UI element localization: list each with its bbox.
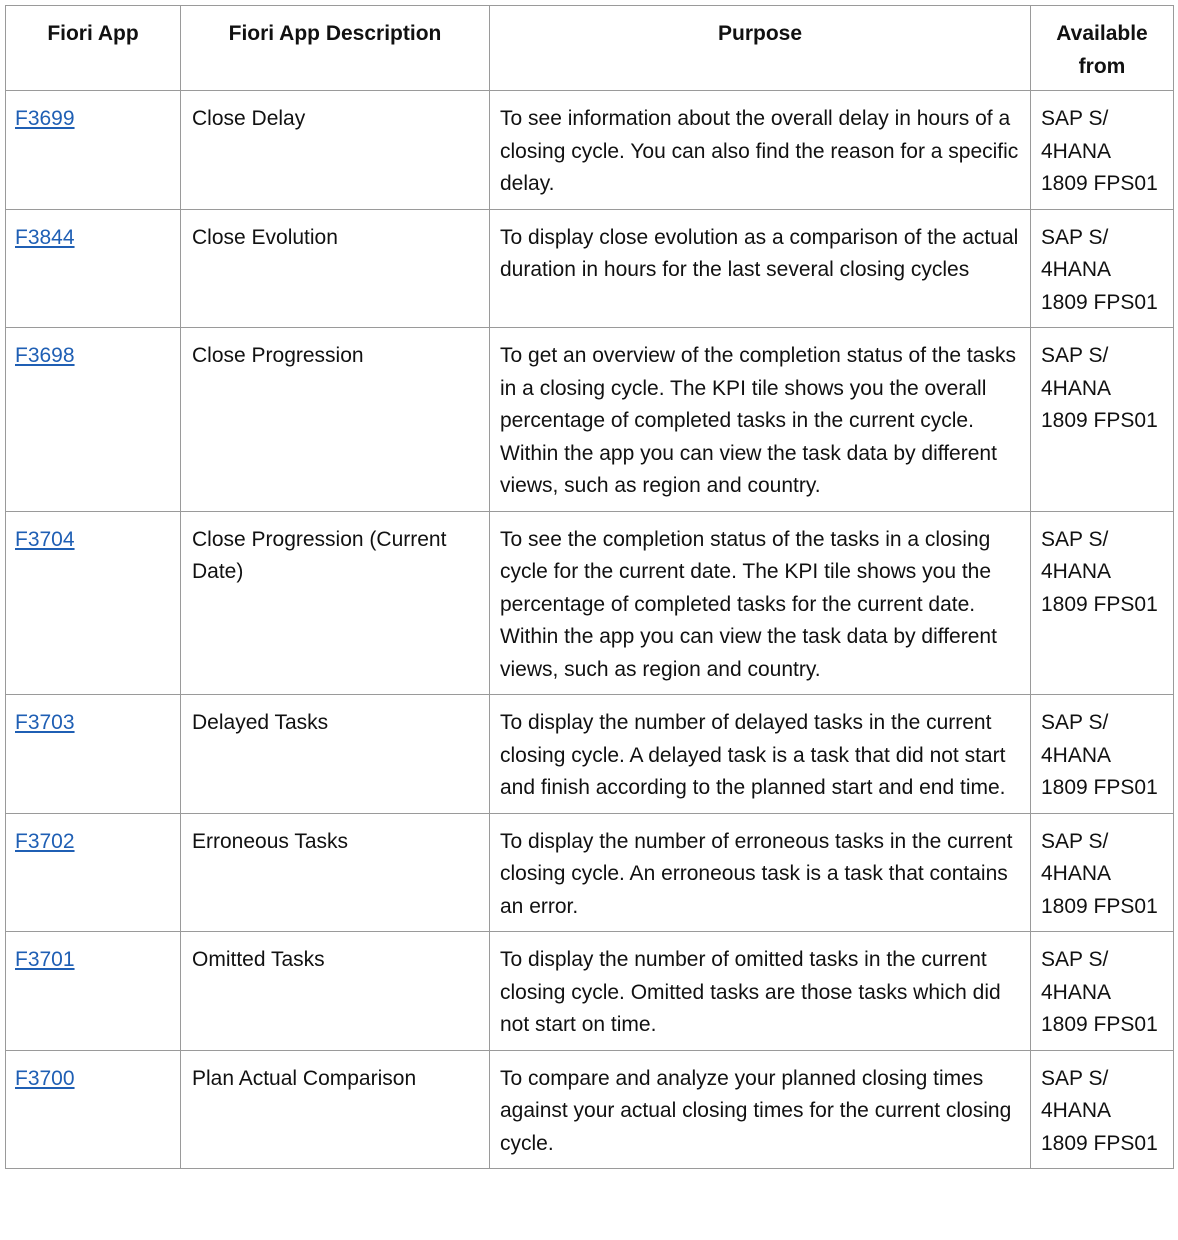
available-from-cell	[1031, 209, 1174, 328]
available-line: 1809 FPS01	[1041, 290, 1158, 314]
app-link[interactable]: F3703	[15, 711, 75, 734]
app-link[interactable]: F3704	[15, 527, 75, 551]
table-row	[6, 91, 1174, 210]
purpose-cell: To compare and analyze your planned closing times against your actual closing times for the current closing cycle.	[490, 1050, 1031, 1169]
app-id-cell	[6, 91, 181, 210]
available-line: 4HANA	[1041, 376, 1112, 400]
purpose-cell: To see information about the overall delay in hours of a closing cycle. You can also find the reason for a specific delay.	[490, 91, 1031, 210]
app-link[interactable]: F3701	[15, 948, 75, 971]
app-description-cell: Erroneous Tasks	[181, 813, 490, 932]
app-description-cell: Close Progression	[181, 328, 490, 512]
available-line: SAP S/	[1041, 107, 1109, 130]
available-line: 1809 FPS01	[1041, 894, 1158, 918]
available-line: 1809 FPS01	[1041, 592, 1158, 616]
purpose-cell: To display the number of omitted tasks in the current closing cycle. Omitted tasks are those tasks which did not start on time.	[490, 932, 1031, 1051]
app-description-cell: Close Evolution	[181, 209, 490, 328]
purpose-cell: To display the number of erroneous tasks in the current closing cycle. An erroneous task is a task that contains an error.	[490, 813, 1031, 932]
available-line: SAP S/	[1041, 1066, 1109, 1090]
app-description-cell: Omitted Tasks	[181, 932, 490, 1051]
fiori-apps-table	[5, 5, 1174, 1169]
table-row	[6, 932, 1174, 1051]
purpose-cell: To see the completion status of the tasks in a closing cycle for the current date. The KPI tile shows you the percentage of completed tasks for the current date. Within the app you can view the task data by different views, such as region and country.	[490, 511, 1031, 695]
app-description-cell: Plan Actual Comparison	[181, 1050, 490, 1169]
header-fiori-app-description: Fiori App Description	[181, 6, 490, 91]
app-description-cell: Close Progression (Current Date)	[181, 511, 490, 695]
available-line: 1809 FPS01	[1041, 1131, 1158, 1155]
available-line: 4HANA	[1041, 862, 1112, 885]
app-id-cell	[6, 511, 181, 695]
available-line: SAP S/	[1041, 225, 1109, 249]
table-row	[6, 695, 1174, 814]
app-id-cell	[6, 209, 181, 328]
header-purpose: Purpose	[490, 6, 1031, 91]
available-line: 4HANA	[1041, 258, 1112, 281]
available-line: SAP S/	[1041, 829, 1109, 853]
app-id-cell	[6, 695, 181, 814]
available-from-cell	[1031, 1050, 1174, 1169]
available-line: 4HANA	[1041, 1099, 1112, 1122]
available-line: 4HANA	[1041, 139, 1112, 163]
available-line: SAP S/	[1041, 344, 1109, 367]
table-row	[6, 209, 1174, 328]
available-from-cell	[1031, 328, 1174, 512]
header-fiori-app: Fiori App	[6, 6, 181, 91]
available-line: SAP S/	[1041, 711, 1109, 734]
app-link[interactable]: F3702	[15, 829, 75, 853]
available-line: SAP S/	[1041, 948, 1109, 971]
table-row	[6, 328, 1174, 512]
app-id-cell	[6, 813, 181, 932]
available-line: 1809 FPS01	[1041, 1013, 1158, 1036]
available-line: 1809 FPS01	[1041, 776, 1158, 799]
app-link[interactable]: F3698	[15, 344, 75, 367]
available-from-cell	[1031, 932, 1174, 1051]
app-id-cell	[6, 932, 181, 1051]
available-line: 4HANA	[1041, 743, 1112, 767]
app-description-cell: Delayed Tasks	[181, 695, 490, 814]
table-header-row	[6, 6, 1174, 91]
available-from-cell	[1031, 91, 1174, 210]
available-line: 1809 FPS01	[1041, 172, 1158, 195]
table-row	[6, 1050, 1174, 1169]
app-link[interactable]: F3699	[15, 107, 75, 130]
purpose-cell: To get an overview of the completion status of the tasks in a closing cycle. The KPI tile shows you the overall percentage of completed tasks in the current cycle. Within the app you can view the task data by different views, such as region and country.	[490, 328, 1031, 512]
available-line: 4HANA	[1041, 980, 1112, 1004]
app-link[interactable]: F3700	[15, 1066, 75, 1090]
available-line: 1809 FPS01	[1041, 409, 1158, 432]
app-link[interactable]: F3844	[15, 225, 75, 249]
table-row	[6, 813, 1174, 932]
app-description-cell: Close Delay	[181, 91, 490, 210]
available-from-cell	[1031, 695, 1174, 814]
app-id-cell	[6, 328, 181, 512]
table-container	[5, 5, 1174, 1169]
table-row	[6, 511, 1174, 695]
available-line: 4HANA	[1041, 560, 1112, 583]
header-available-from: Available from	[1031, 6, 1174, 91]
available-from-cell	[1031, 813, 1174, 932]
purpose-cell: To display the number of delayed tasks in the current closing cycle. A delayed task is a task that did not start and finish according to the planned start and end time.	[490, 695, 1031, 814]
purpose-cell: To display close evolution as a comparison of the actual duration in hours for the last several closing cycles	[490, 209, 1031, 328]
available-from-cell	[1031, 511, 1174, 695]
available-line: SAP S/	[1041, 527, 1109, 551]
app-id-cell	[6, 1050, 181, 1169]
